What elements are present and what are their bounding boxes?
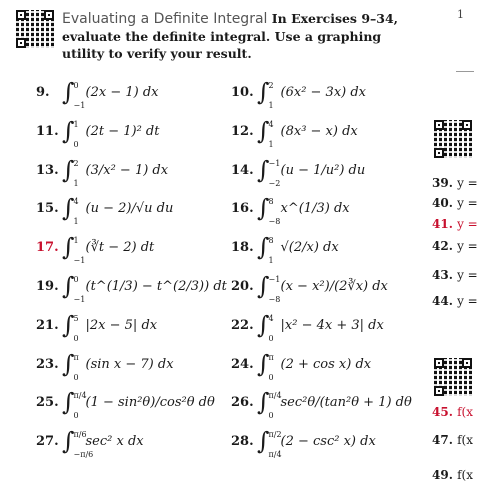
exercise-number: 22. xyxy=(231,317,254,333)
integrand: (8x³ − x) dx xyxy=(280,123,358,139)
lower-limit: 0 xyxy=(268,372,274,382)
integral-sign-icon: ∫ xyxy=(257,427,270,456)
exercise-number: 15. xyxy=(36,201,59,217)
side-item xyxy=(432,217,478,231)
side-item-label: 40. xyxy=(432,196,453,210)
exercise-item xyxy=(36,310,158,343)
exercise-number: 21. xyxy=(36,317,59,333)
side-item xyxy=(432,294,478,308)
side-item xyxy=(432,196,478,210)
side-item-text: y = xyxy=(457,196,478,210)
exercise-item xyxy=(231,233,339,266)
integrand: (sin x − 7) dx xyxy=(85,356,174,372)
side-item xyxy=(432,268,478,282)
integral-sign-icon: ∫ xyxy=(257,388,270,417)
lower-limit: 0 xyxy=(73,411,79,421)
integrand: (x − x²)/(2∛x) dx xyxy=(280,279,388,294)
integrand: (∛t − 2) dt xyxy=(85,240,155,256)
lower-limit: −1 xyxy=(73,295,86,304)
exercise-item xyxy=(231,155,366,188)
exercise-number: 13. xyxy=(36,162,59,178)
integral-sign-icon: ∫ xyxy=(62,78,75,106)
integral-sign-icon: ∫ xyxy=(257,155,270,184)
integral-sign-icon: ∫ xyxy=(62,388,75,417)
exercise-item xyxy=(231,272,388,304)
upper-limit: 1 xyxy=(73,236,79,246)
upper-limit: 1 xyxy=(73,119,79,129)
upper-limit: 5 xyxy=(73,313,79,323)
upper-limit: 0 xyxy=(73,275,79,284)
integrand: (3/x² − 1) dx xyxy=(85,162,169,178)
upper-limit: π/2 xyxy=(268,430,282,440)
upper-limit: 8 xyxy=(268,197,274,207)
lower-limit: −π/6 xyxy=(73,450,94,460)
side-item xyxy=(432,176,478,190)
upper-limit: 4 xyxy=(73,197,79,207)
integral-sign-icon: ∫ xyxy=(62,310,75,339)
integral-sign-icon: ∫ xyxy=(257,233,270,262)
upper-limit: 2 xyxy=(73,158,79,168)
exercise-item xyxy=(231,388,412,421)
exercise-item xyxy=(36,349,174,382)
exercise-number: 19. xyxy=(36,279,59,294)
lower-limit: 0 xyxy=(73,139,79,149)
exercise-number: 26. xyxy=(231,395,254,411)
lower-limit: 1 xyxy=(73,178,79,188)
exercise-number: 12. xyxy=(231,123,254,139)
exercise-item xyxy=(36,194,174,227)
exercise-number: 18. xyxy=(231,240,254,256)
exercise-number: 11. xyxy=(36,123,59,139)
integrand: x^(1/3) dx xyxy=(280,201,350,217)
exercise-number: 16. xyxy=(231,201,254,217)
lower-limit: −2 xyxy=(268,178,281,188)
integral-sign-icon: ∫ xyxy=(257,272,270,300)
integrand: (t^(1/3) − t^(2/3)) dt xyxy=(85,279,227,294)
exercise-number: 27. xyxy=(36,434,59,450)
upper-limit: 2 xyxy=(268,81,274,90)
exercise-item xyxy=(36,78,159,110)
side-item-text: f(x xyxy=(457,405,473,419)
side-item-text: f(x xyxy=(457,433,473,447)
upper-limit: −1 xyxy=(268,275,281,284)
integral-sign-icon: ∫ xyxy=(62,272,75,300)
section-header xyxy=(62,10,407,62)
exercise-item xyxy=(231,349,372,382)
header-instructions: 9–34, evaluate the definite integral. Use a graphing utility to verify your result. xyxy=(62,11,399,61)
integrand: sec² x dx xyxy=(85,434,144,450)
lower-limit: π/4 xyxy=(268,450,282,460)
lower-limit: 1 xyxy=(268,256,274,266)
qr-code-top xyxy=(16,10,54,48)
integrand: (6x² − 3x) dx xyxy=(280,85,367,100)
side-item xyxy=(432,433,473,447)
exercise-item xyxy=(36,427,144,460)
qr-code-right-2 xyxy=(434,358,472,396)
exercise-number: 25. xyxy=(36,395,59,411)
side-item-text: y = xyxy=(457,239,478,253)
integrand: (2 − csc² x) dx xyxy=(280,434,376,450)
lower-limit: 1 xyxy=(73,217,79,227)
integrand: sec²θ/(tan²θ + 1) dθ xyxy=(280,395,412,411)
exercise-item xyxy=(36,155,169,188)
integrand: (u − 2)/√u du xyxy=(85,201,174,217)
side-item xyxy=(432,468,473,482)
lower-limit: 0 xyxy=(73,333,79,343)
lower-limit: −8 xyxy=(268,217,281,227)
exercise-item xyxy=(231,116,358,149)
exercise-number: 28. xyxy=(231,434,254,450)
exercise-item xyxy=(36,388,215,421)
side-item-label: 49. xyxy=(432,468,453,482)
upper-limit: π/6 xyxy=(73,430,87,440)
exercise-item xyxy=(36,233,155,266)
side-item xyxy=(432,239,478,253)
exercise-number: 17. xyxy=(36,240,59,256)
lower-limit: −1 xyxy=(73,256,86,266)
integral-sign-icon: ∫ xyxy=(257,194,270,223)
integral-sign-icon: ∫ xyxy=(62,349,75,378)
lower-limit: −1 xyxy=(73,101,86,110)
lower-limit: 1 xyxy=(268,139,274,149)
exercise-item xyxy=(231,78,367,110)
divider xyxy=(456,71,474,72)
upper-limit: 4 xyxy=(268,313,274,323)
side-item-label: 45. xyxy=(432,405,453,419)
integrand: (2t − 1)² dt xyxy=(85,123,160,139)
integrand: (u − 1/u²) du xyxy=(280,162,366,178)
side-item-text: f(x xyxy=(457,468,473,482)
lower-limit: −8 xyxy=(268,295,281,304)
exercise-number: 9. xyxy=(36,85,50,100)
lower-limit: 1 xyxy=(268,101,274,110)
integral-sign-icon: ∫ xyxy=(62,155,75,184)
side-item-text: y = xyxy=(457,176,478,190)
side-item-label: 41. xyxy=(432,217,453,231)
side-item-label: 42. xyxy=(432,239,453,253)
integrand: (2x − 1) dx xyxy=(85,85,159,100)
exercise-number: 14. xyxy=(231,162,254,178)
integral-sign-icon: ∫ xyxy=(257,78,270,106)
integral-sign-icon: ∫ xyxy=(62,233,75,262)
integral-sign-icon: ∫ xyxy=(62,427,75,456)
side-item xyxy=(432,405,473,419)
upper-limit: 8 xyxy=(268,236,274,246)
side-item-label: 39. xyxy=(432,176,453,190)
lower-limit: 0 xyxy=(268,411,274,421)
header-title: Evaluating a Definite Integral xyxy=(62,11,268,27)
upper-limit: 4 xyxy=(268,119,274,129)
integrand: (2 + cos x) dx xyxy=(280,356,372,372)
exercise-item xyxy=(231,194,350,227)
integral-sign-icon: ∫ xyxy=(62,116,75,145)
side-item-label: 44. xyxy=(432,294,453,308)
side-item-text: y = xyxy=(457,268,478,282)
lower-limit: 0 xyxy=(73,372,79,382)
upper-limit: 0 xyxy=(73,81,79,90)
upper-limit: π xyxy=(268,352,274,362)
integrand: (1 − sin²θ)/cos²θ dθ xyxy=(85,395,215,411)
qr-code-right-1 xyxy=(434,120,472,158)
integrand: |2x − 5| dx xyxy=(85,317,158,333)
side-item-text: y = xyxy=(457,294,478,308)
integrand: |x² − 4x + 3| dx xyxy=(280,317,384,333)
exercise-number: 10. xyxy=(231,85,254,100)
integral-sign-icon: ∫ xyxy=(257,116,270,145)
upper-limit: −1 xyxy=(268,158,281,168)
exercise-number: 24. xyxy=(231,356,254,372)
integral-sign-icon: ∫ xyxy=(257,349,270,378)
integrand: √(2/x) dx xyxy=(280,240,339,256)
lower-limit: 0 xyxy=(268,333,274,343)
page-marker: 1 xyxy=(457,8,464,21)
integral-sign-icon: ∫ xyxy=(257,310,270,339)
side-item-label: 47. xyxy=(432,433,453,447)
upper-limit: π/4 xyxy=(268,391,282,401)
exercise-item xyxy=(36,272,227,304)
integral-sign-icon: ∫ xyxy=(62,194,75,223)
exercise-item xyxy=(231,427,376,460)
upper-limit: π/4 xyxy=(73,391,87,401)
exercise-item xyxy=(231,310,384,343)
side-item-label: 43. xyxy=(432,268,453,282)
upper-limit: π xyxy=(73,352,79,362)
side-item-text: y = xyxy=(457,217,478,231)
exercise-number: 23. xyxy=(36,356,59,372)
header-lead: In Exercises xyxy=(271,11,357,26)
exercise-number: 20. xyxy=(231,279,254,294)
exercise-item xyxy=(36,116,160,149)
